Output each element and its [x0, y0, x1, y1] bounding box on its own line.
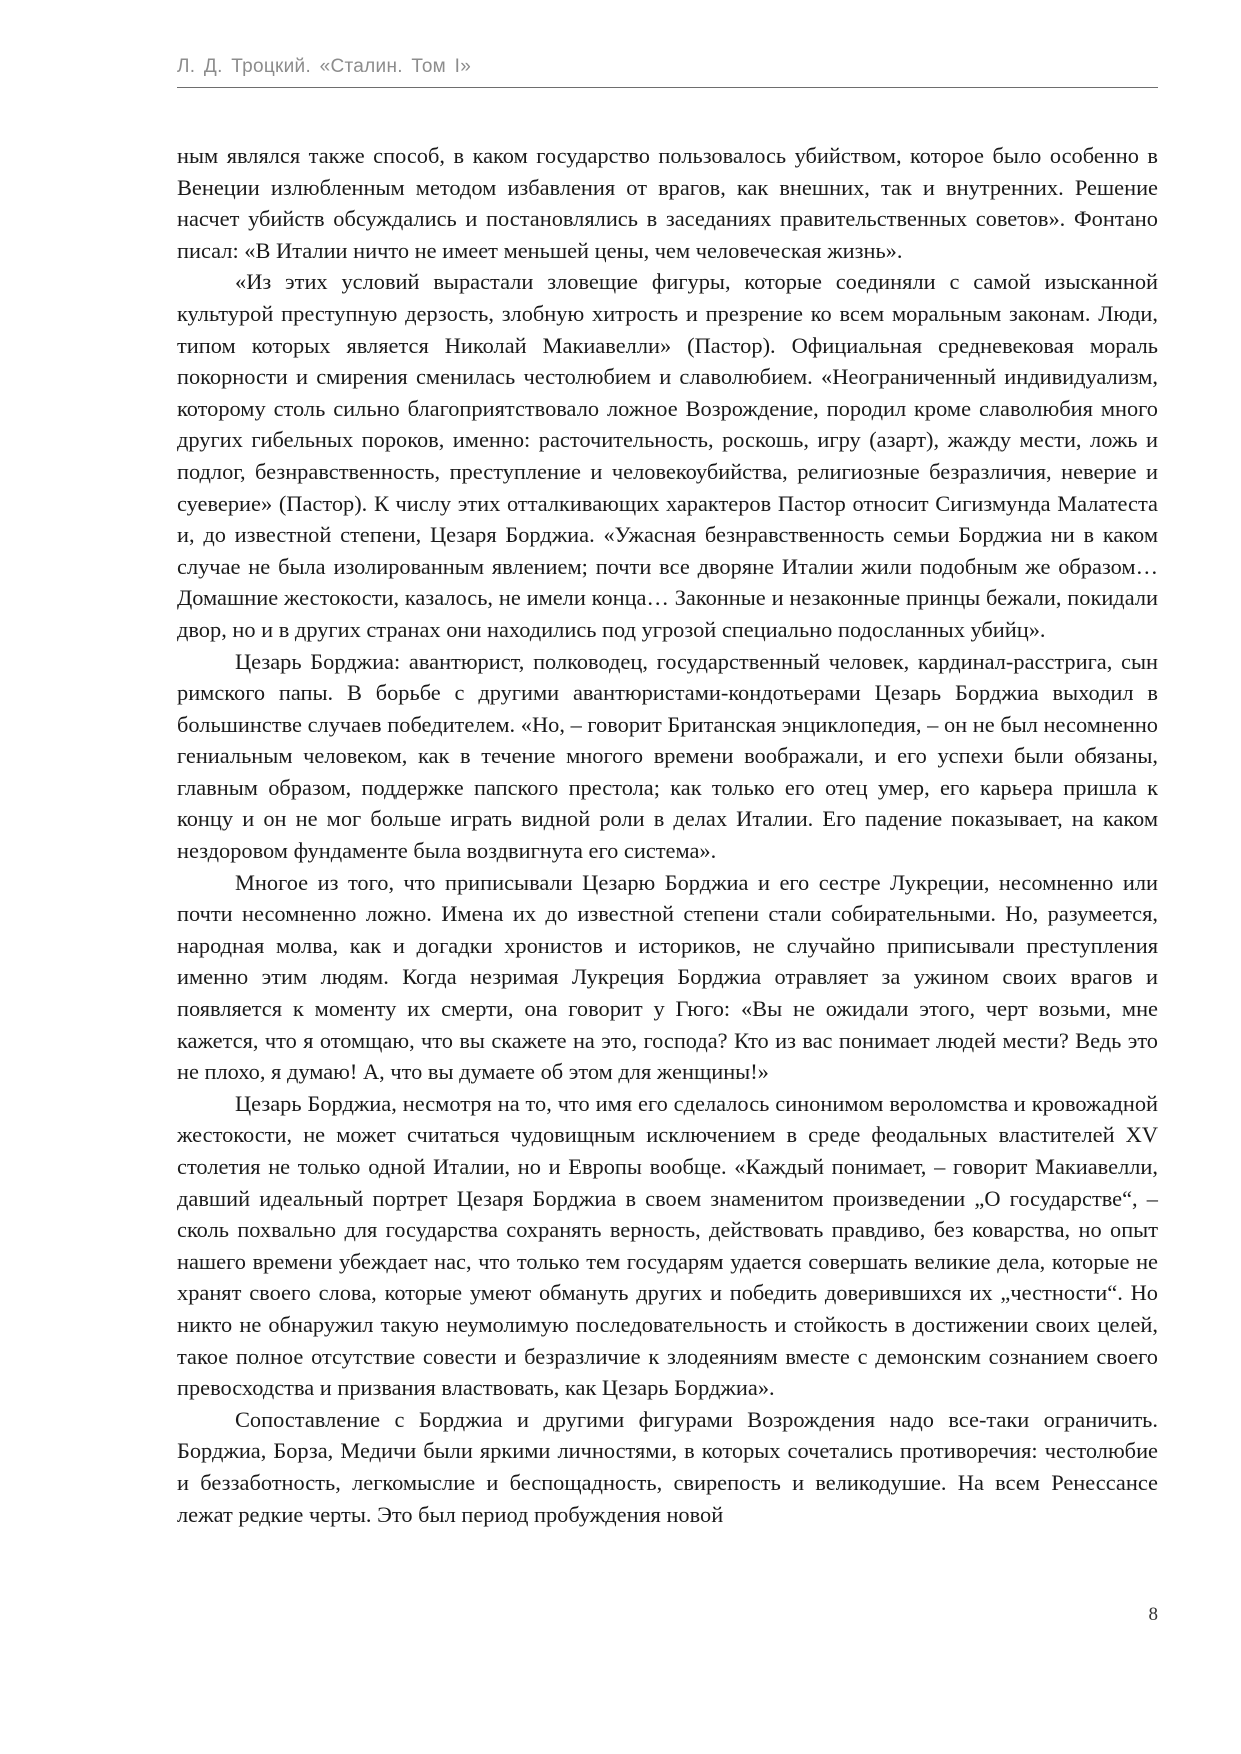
paragraph-4: Многое из того, что приписывали Цезарю Борджиа и его сестре Лукреции, несомненно или почти несомненно ложно. Имена их до известной степени стали собирательными. Но, разумеется, народная молва, как и догадки хронистов и историков, не случайно приписывали преступления именно этим людям. Когда незримая Лукреция Борджиа отравляет за ужином своих врагов и появляется к моменту их смерти, она говорит у Гюго: «Вы не ожидали этого, черт возьми, мне кажется, что я отомщаю, что вы скажете на это, господа? Кто из вас понимает людей мести? Ведь это не плохо, я думаю! А, что вы думаете об этом для женщины!»: [177, 869, 1158, 1085]
running-header: [177, 52, 1158, 88]
paragraph-1: ным являлся также способ, в каком государство пользовалось убийством, которое было особенно в Венеции излюбленным методом избавления от врагов, как внешних, так и внутренних. Решение насчет убийств обсуждались и постановлялись в заседаниях правительственных советов». Фонтано писал: «В Италии ничто не имеет меньшей цены, чем человеческая жизнь».: [177, 143, 1158, 263]
paragraph-5: Цезарь Борджиа, несмотря на то, что имя его сделалось синонимом вероломства и кровожадной жестокости, не может считаться чудовищным исключением в среде феодальных властителей XV столетия не только одной Италии, но и Европы вообще. «Каждый понимает, – говорит Макиавелли, давший идеальный портрет Цезаря Борджиа в своем знаменитом произведении „О государстве“, – сколь похвально для государства сохранять верность, действовать правдиво, без коварства, но опыт нашего времени убеждает нас, что только тем государям удается совершать великие дела, которые не хранят своего слова, которые умеют обмануть других и победить доверившихся их „честности“. Но никто не обнаружил такую неумолимую последовательность и стойкость в достижении своих целей, такое полное отсутствие совести и безразличие к злодеяниям вместе с демонским сознанием своего превосходства и призвания властвовать, как Цезарь Борджиа».: [177, 1090, 1158, 1401]
page-number: 8: [1148, 1604, 1158, 1625]
paragraph-6: Сопоставление с Борджиа и другими фигурами Возрождения надо все-таки ограничить. Борджиа, Борза, Медичи были яркими личностями, в которых сочетались противоречия: честолюбие и беззаботность, легкомыслие и беспощадность, свирепость и великодушие. На всем Ренессансе лежат редкие черты. Это был период пробуждения новой: [177, 1406, 1158, 1527]
body-text: [177, 140, 1158, 1530]
paragraph-2: «Из этих условий вырастали зловещие фигуры, которые соединяли с самой изысканной культурой преступную дерзость, злобную хитрость и презрение ко всем моральным законам. Люди, типом которых является Николай Макиавелли» (Пастор). Официальная средневековая мораль покорности и смирения сменилась честолюбием и славолюбием. «Неограниченный индивидуализм, которому столь сильно благоприятствовало ложное Возрождение, породил кроме славолюбия много других гибельных пороков, именно: расточительность, роскошь, игру (азарт), жажду мести, ложь и подлог, безнравственность, преступление и человекоубийства, религиозные безразличия, неверие и суеверие» (Пастор). К числу этих отталкивающих характеров Пастор относит Сигизмунда Малатеста и, до известной степени, Цезаря Борджиа. «Ужасная безнравственность семьи Борджиа ни в каком случае не была изолированным явлением; почти все дворяне Италии жили подобным же образом… Домашние жестокости, казалось, не имели конца… Законные и незаконные принцы бежали, покидали двор, но и в других странах они находились под угрозой специально подосланных убийц».: [177, 269, 1158, 642]
header-title: Л. Д. Троцкий. «Сталин. Том I»: [177, 56, 472, 77]
paragraph-3: Цезарь Борджиа: авантюрист, полководец, государственный человек, кардинал-расстрига, сын римского папы. В борьбе с другими авантюристами-кондотьерами Цезарь Борджиа выходил в большинстве случаев победителем. «Но, – говорит Британская энциклопедия, – он не был несомненно гениальным человеком, как в течение многого времени воображали, и его успехи были обязаны, главным образом, поддержке папского престола; как только его отец умер, его карьера пришла к концу и он не мог больше играть видной роли в делах Италии. Его падение показывает, на каком нездоровом фундаменте была воздвигнута его система».: [177, 648, 1158, 864]
